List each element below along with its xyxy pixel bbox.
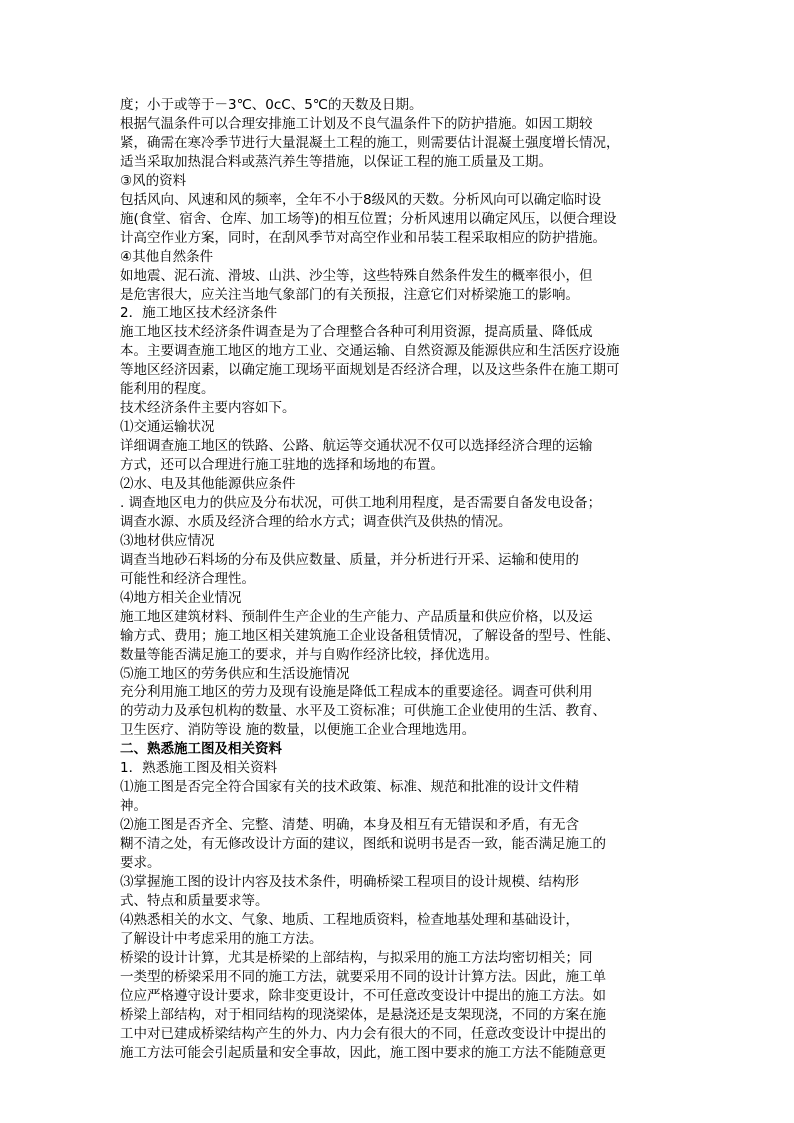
text-line: 工中对已建成桥梁结构产生的外力、内力会有很大的不同，任意改变设计中提出的 (120, 1025, 606, 1042)
text-line: 一类型的桥梁采用不同的施工方法，就要采用不同的设计计算方法。因此，施工单 (120, 968, 606, 985)
text-line: 调查当地砂石料场的分布及供应数量、质量，并分析进行开采、运输和使用的 (120, 551, 579, 568)
text-line: 式、特点和质量要求等。 (120, 892, 269, 909)
text-line: 2．施工地区技术经济条件 (120, 305, 278, 322)
text-line: 充分利用施工地区的劳力及现有设施是降低工程成本的重要途径。调查可供利用 (120, 684, 593, 701)
text-line: 位应严格遵守设计要求，除非变更设计，不可任意改变设计中提出的施工方法。如 (120, 987, 606, 1004)
text-line: 是危害很大，应关注当地气象部门的有关预报，注意它们对桥梁施工的影响。 (120, 286, 579, 303)
text-line: 调查水源、水质及经济合理的给水方式；调查供汽及供热的情况。 (120, 513, 512, 530)
text-line: ④其他自然条件 (120, 248, 214, 265)
text-line: ⑷地方相关企业情况 (120, 589, 242, 606)
text-line: 技术经济条件主要内容如下。 (120, 400, 296, 417)
text-line: ⑷熟悉相关的水文、气象、地质、工程地质资料，检查地基处理和基础设计， (120, 911, 579, 928)
text-line: 等地区经济因素，以确定施工现场平面规划是否经济合理，以及这些条件在施工期可 (120, 362, 620, 379)
text-line: 适当采取加热混合料或蒸汽养生等措施，以保证工程的施工质量及工期。 (120, 153, 552, 170)
text-line: ⑴施工图是否完全符合国家有关的技术政策、标准、规范和批准的设计文件精 (120, 779, 579, 796)
text-line: 了解设计中考虑采用的施工方法。 (120, 930, 323, 947)
text-line: 施工方法可能会引起质量和安全事故，因此，施工图中要求的施工方法不能随意更 (120, 1044, 606, 1061)
text-line: ⑶地材供应情况 (120, 532, 215, 549)
text-line: 糊不清之处，有无修改设计方面的建议，图纸和说明书是否一致，能否满足施工的 (120, 836, 606, 852)
text-line: 能利用的程度。 (120, 381, 215, 398)
text-line: 施工地区建筑材料、预制件生产企业的生产能力、产品质量和供应价格，以及运 (120, 608, 593, 625)
text-line: 计高空作业方案，同时，在刮风季节对高空作业和吊装工程采取相应的防护措施。 (120, 229, 606, 246)
text-line: 1．熟悉施工图及相关资料 (120, 760, 278, 777)
text-line: 本。主要调查施工地区的地方工业、交通运输、自然资源及能源供应和生活医疗设施 (120, 343, 620, 360)
text-line: . 调查地区电力的供应及分布状况，可供工地利用程度，是否需要自备发电设备； (120, 494, 602, 511)
text-line: 施(食堂、宿舍、仓库、加工场等)的相互位置；分析风速用以确定风压，以便合理设 (120, 210, 617, 227)
text-line: 包括风向、风速和风的频率，全年不小于8级风的天数。分析风向可以确定临时设 (120, 191, 602, 208)
section-heading: 二、熟悉施工图及相关资料 (120, 741, 282, 758)
text-line: ⑵水、电及其他能源供应条件 (120, 476, 296, 492)
text-line: ⑴交通运输状况 (120, 419, 215, 436)
text-line: 的劳动力及承包机构的数量、水平及工资标准；可供施工企业使用的生活、教育、 (120, 703, 606, 720)
text-line: 数量等能否满足施工的要求，并与自购作经济比较，择优选用。 (120, 646, 498, 663)
text-line: 方式，还可以合理进行施工驻地的选择和场地的布置。 (120, 457, 444, 474)
text-line: 施工地区技术经济条件调查是为了合理整合各种可利用资源，提高质量、降低成 (120, 324, 593, 341)
text-line: ⑶掌握施工图的设计内容及技术条件，明确桥梁工程项目的设计规模、结构形 (120, 873, 579, 890)
text-line: 度；小于或等于－3℃、0cC、5℃的天数及日期。 (120, 97, 423, 113)
text-line: 如地震、泥石流、滑坡、山洪、沙尘等，这些特殊自然条件发生的概率很小，但 (120, 267, 593, 284)
text-line: 详细调查施工地区的铁路、公路、航运等交通状况不仅可以选择经济合理的运输 (120, 438, 593, 455)
text-line: ③风的资料 (120, 172, 187, 189)
text-line: 桥梁上部结构，对于相同结构的现浇梁体，是悬浇还是支架现浇，不同的方案在施 (120, 1006, 606, 1023)
text-line: 可能性和经济合理性。 (120, 570, 255, 587)
text-line: 神。 (120, 798, 147, 815)
text-line: 紧，确需在寒冷季节进行大量混凝土工程的施工，则需要估计混凝土强度增长情况， (120, 134, 620, 151)
text-line: ⑸施工地区的劳务供应和生活设施情况 (120, 665, 350, 682)
text-line: ⑵施工图是否齐全、完整、清楚、明确，本身及相互有无错误和矛盾，有无含 (120, 817, 579, 834)
text-line: 卫生医疗、消防等设 施的数量，以便施工企业合理地选用。 (120, 722, 476, 739)
text-line: 要求。 (120, 855, 161, 871)
text-line: 根据气温条件可以合理安排施工计划及不良气温条件下的防护措施。如因工期较 (120, 116, 593, 132)
text-line: 桥梁的设计计算，尤其是桥梁的上部结构，与拟采用的施工方法均密切相关；同 (120, 949, 593, 966)
text-line: 输方式、费用；施工地区相关建筑施工企业设备租赁情况，了解设备的型号、性能、 (120, 627, 620, 644)
